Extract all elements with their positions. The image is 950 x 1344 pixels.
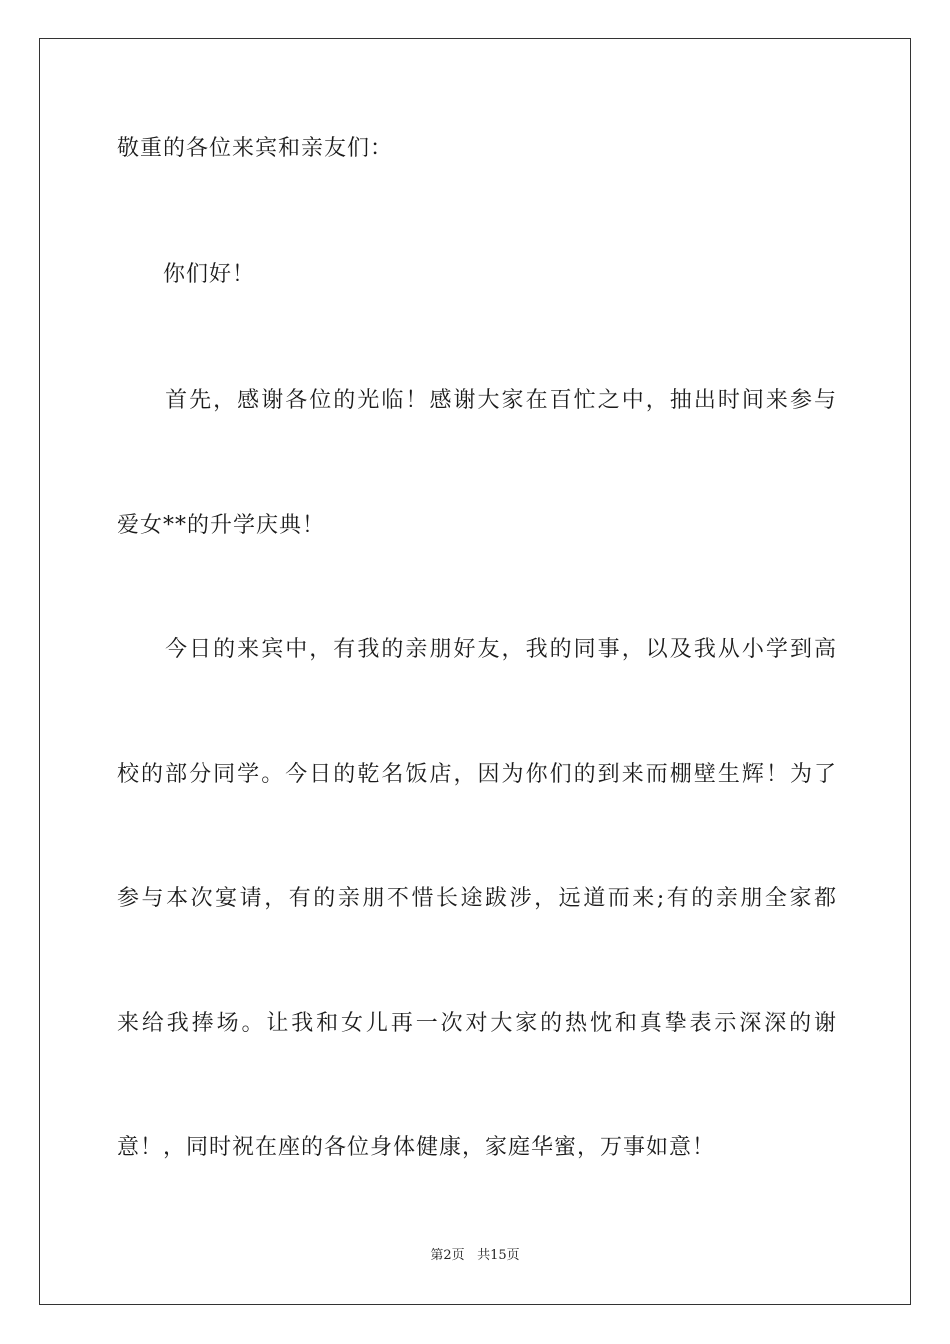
page-frame xyxy=(39,38,911,1305)
page-total: 共15页 xyxy=(477,1248,520,1263)
greeting-line: 你们好！ xyxy=(117,262,256,287)
paragraph-line-5: 参与本次宴请，有的亲朋不惜长途跋涉，远道而来;有的亲朋全家都 xyxy=(117,886,837,911)
paragraph-line-7: 意！，同时祝在座的各位身体健康，家庭华蜜，万事如意！ xyxy=(117,1135,716,1160)
salutation-line: 敬重的各位来宾和亲友们： xyxy=(117,136,394,161)
page-footer xyxy=(0,1247,950,1265)
paragraph-line-6: 来给我捧场。让我和女儿再一次对大家的热忱和真挚表示深深的谢 xyxy=(117,1011,837,1036)
paragraph-line-4: 校的部分同学。今日的乾名饭店，因为你们的到来而棚壁生辉！为了 xyxy=(117,762,837,787)
paragraph-line-1: 首先，感谢各位的光临！感谢大家在百忙之中，抽出时间来参与 xyxy=(117,388,837,413)
paragraph-line-3: 今日的来宾中，有我的亲朋好友，我的同事，以及我从小学到高 xyxy=(117,637,837,662)
paragraph-line-2: 爱女**的升学庆典！ xyxy=(117,513,326,538)
page-number: 第2页 xyxy=(430,1248,465,1263)
